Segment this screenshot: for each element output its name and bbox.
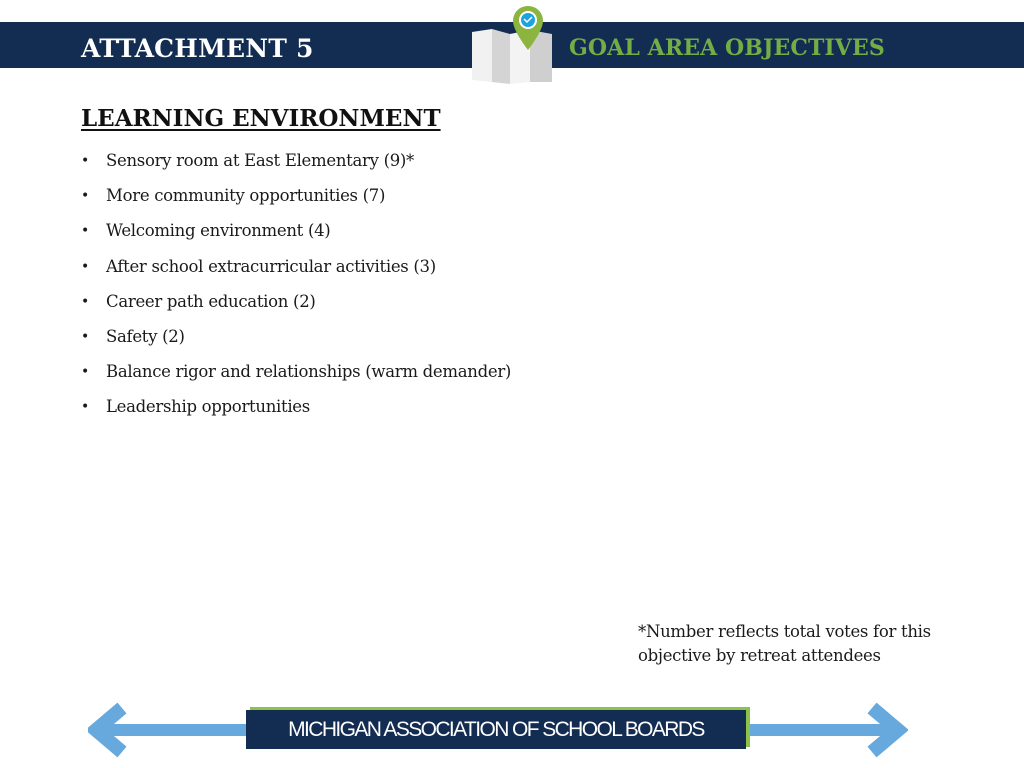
attachment-title: ATTACHMENT 5 (81, 34, 314, 63)
bullet-icon: • (81, 399, 90, 416)
bullet-icon: • (81, 188, 90, 205)
votes-footnote: *Number reflects total votes for this objective by retreat attendees (638, 622, 931, 665)
map-pin-icon (470, 4, 554, 84)
list-item-label: More community opportunities (7) (106, 186, 386, 206)
list-item-label: Leadership opportunities (106, 397, 310, 417)
organization-name: MICHIGAN ASSOCIATION OF SCHOOL BOARDS (288, 717, 704, 741)
footer-banner (246, 710, 746, 749)
goal-area-subtitle: GOAL AREA OBJECTIVES (569, 35, 885, 61)
list-item-label: Career path education (2) (106, 291, 316, 311)
list-item-label: Balance rigor and relationships (warm demander) (106, 362, 512, 382)
list-item-label: Welcoming environment (4) (106, 221, 331, 241)
bullet-icon: • (81, 328, 90, 345)
list-item-label: Safety (2) (106, 326, 185, 346)
bullet-icon: • (81, 258, 90, 275)
section-heading: LEARNING ENVIRONMENT (81, 105, 441, 132)
bullet-icon: • (81, 153, 90, 169)
bullet-icon: • (81, 223, 90, 240)
bullet-icon: • (81, 364, 90, 381)
list-item-label: Sensory room at East Elementary (9)* (106, 151, 415, 170)
list-item-label: After school extracurricular activities (3) (106, 256, 436, 276)
bullet-icon: • (81, 293, 90, 310)
